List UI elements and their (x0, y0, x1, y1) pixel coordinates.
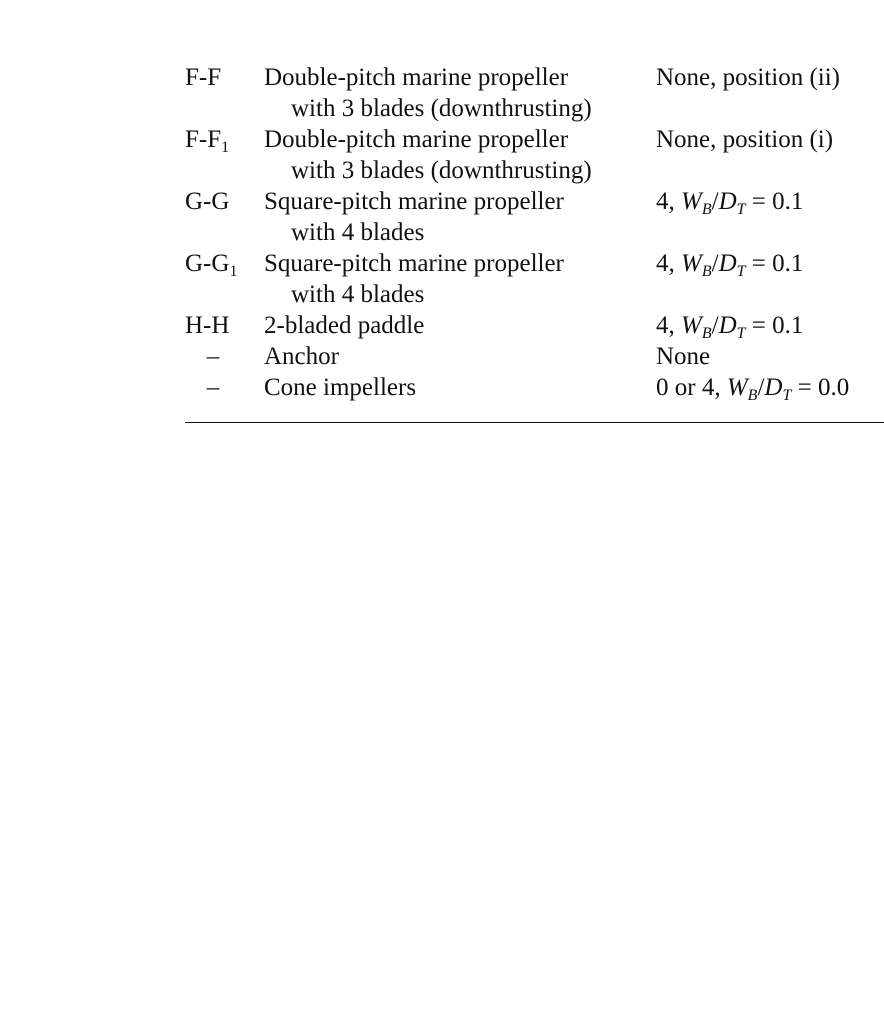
description-continuation: with 3 blades (downthrusting) (291, 95, 592, 122)
table-bottom-rule (185, 422, 884, 423)
description-line: Square-pitch marine propeller (264, 250, 564, 277)
impeller-description (264, 310, 654, 341)
description-line: 2-bladed paddle (264, 312, 425, 339)
description-line: Square-pitch marine propeller (264, 188, 564, 215)
impeller-description (264, 341, 654, 372)
impeller-description (264, 124, 654, 186)
table-row (185, 372, 884, 403)
tank-diameter-symbol: D (718, 250, 737, 277)
baffle-cell (656, 310, 884, 341)
description-line: Anchor (264, 343, 339, 370)
description-continuation: with 4 blades (291, 219, 425, 246)
ratio-value: = 0.0 (797, 374, 850, 401)
tank-diameter-subscript: T (782, 387, 792, 403)
impeller-code-subscript: 1 (221, 139, 230, 156)
baffle-width-symbol: W (681, 188, 702, 215)
tank-diameter-symbol: D (764, 374, 783, 401)
baffle-count: 4, (656, 312, 675, 339)
ratio-slash: / (711, 250, 719, 277)
baffle-cell (656, 341, 884, 372)
baffle-count: 0 or 4, (656, 374, 721, 401)
description-continuation: with 4 blades (291, 281, 425, 308)
impeller-code (185, 310, 263, 341)
ratio-value: = 0.1 (751, 250, 804, 277)
ratio-value: = 0.1 (751, 312, 804, 339)
description-continuation: with 3 blades (downthrusting) (291, 157, 592, 184)
baffle-width-symbol: W (681, 312, 702, 339)
baffle-width-subscript: B (747, 387, 758, 403)
baffle-width-subscript: B (701, 201, 712, 218)
table-row (185, 124, 884, 186)
tank-diameter-subscript: T (736, 325, 746, 342)
description-line: Double-pitch marine propeller (264, 64, 569, 91)
table-row (185, 62, 884, 124)
description-line: Cone impellers (264, 374, 417, 401)
baffle-count: 4, (656, 250, 675, 277)
impeller-code (185, 248, 263, 279)
impeller-code (185, 124, 263, 155)
impeller-code-text: G-G (185, 188, 230, 215)
baffle-width-subscript: B (701, 325, 712, 342)
ratio-slash: / (711, 312, 719, 339)
baffle-count: 4, (656, 188, 675, 215)
impeller-code (201, 341, 225, 372)
impeller-code-text: H-H (185, 312, 230, 339)
ratio-value: = 0.1 (751, 188, 804, 215)
impeller-description (264, 62, 654, 124)
impeller-code-dash: – (206, 374, 220, 401)
tank-diameter-symbol: D (718, 188, 737, 215)
impeller-description (264, 248, 654, 310)
baffle-text: None, position (ii) (656, 64, 841, 91)
baffle-cell (656, 62, 884, 93)
impeller-description (264, 186, 654, 248)
impeller-description (264, 372, 654, 403)
impeller-code-text: F-F (185, 126, 222, 153)
impeller-code (185, 186, 263, 217)
baffle-text: None (656, 343, 711, 370)
impeller-code-text: G-G (185, 250, 230, 277)
table-row (185, 186, 884, 248)
baffle-cell (656, 248, 884, 279)
ratio-slash: / (757, 374, 765, 401)
table-row (185, 248, 884, 310)
ratio-slash: / (711, 188, 719, 215)
table-row (185, 341, 884, 372)
impeller-code-text: F-F (185, 64, 222, 91)
table-row (185, 310, 884, 341)
baffle-width-symbol: W (681, 250, 702, 277)
baffle-width-symbol: W (726, 374, 748, 401)
tank-diameter-subscript: T (736, 263, 746, 280)
baffle-width-subscript: B (701, 263, 712, 280)
impeller-table (185, 62, 884, 403)
baffle-text: None, position (i) (656, 126, 834, 153)
impeller-code-dash: – (206, 343, 220, 370)
baffle-cell (656, 124, 884, 155)
impeller-code (185, 62, 263, 93)
tank-diameter-subscript: T (736, 201, 746, 218)
impeller-code-subscript: 1 (229, 263, 238, 280)
baffle-cell (656, 372, 884, 403)
baffle-cell (656, 186, 884, 217)
description-line: Double-pitch marine propeller (264, 126, 569, 153)
tank-diameter-symbol: D (718, 312, 737, 339)
impeller-code (201, 372, 225, 403)
